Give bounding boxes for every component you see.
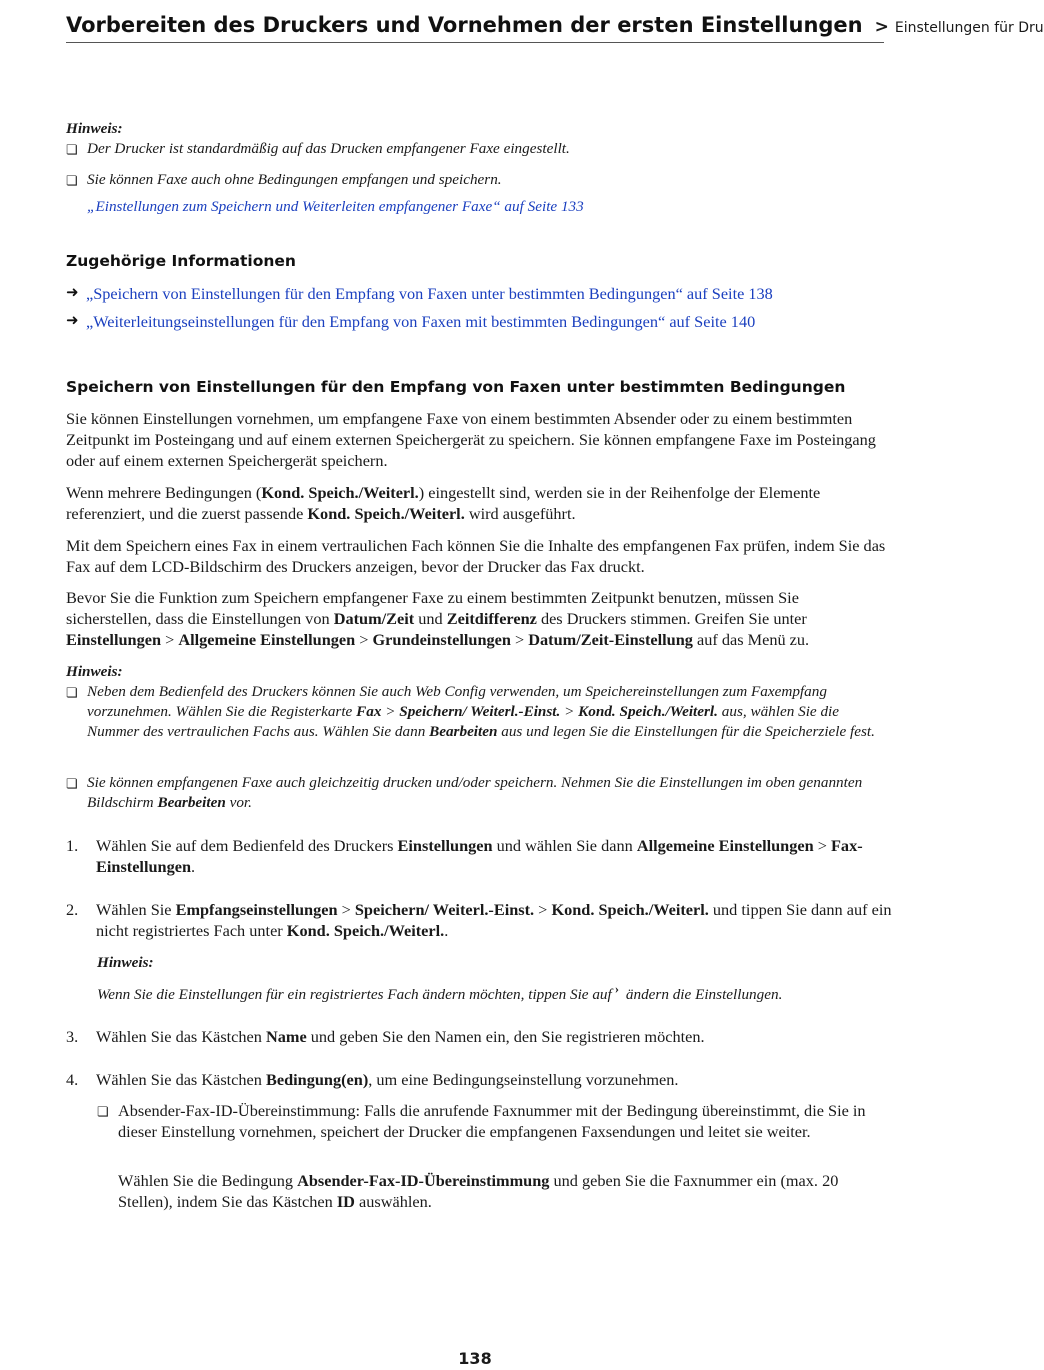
note-item: ❏ Neben dem Bedienfeld des Druckers können Sie auch Web Config verwenden, um Speichereinstellungen zum Faxempfang vorzunehmen. Wählen Sie die Registerkarte Fax > Speichern/ Weiterl.-Einst. > Kond. Speich./Weiterl. aus, wählen Sie die Nummer des vertraulichen Fachs aus. Wählen Sie dann Bearbeiten aus und legen Sie die Einstellungen für die Speicherziele fest. [66, 682, 887, 742]
step-3: 3. Wählen Sie das Kästchen Name und geben Sie den Namen ein, den Sie registrieren möchten. [66, 1027, 705, 1046]
step-1: 1. Wählen Sie auf dem Bedienfeld des Druckers Einstellungen und wählen Sie dann Allgemeine Einstellungen > Fax-Einstellungen. [66, 836, 863, 876]
step-hint-text: Wenn Sie die Einstellungen für ein registriertes Fach ändern möchten, tippen Sie auf › ändern die Einstellungen. [97, 981, 783, 1003]
related-link[interactable]: „Speichern von Einstellungen für den Empfang von Faxen unter bestimmten Bedingungen“ auf Seite 138 [86, 284, 773, 303]
sub-item-detail: Wählen Sie die Bedingung Absender-Fax-ID-Übereinstimmung und geben Sie die Faxnummer ein (max. 20 Stellen), indem Sie das Kästchen ID auswählen. [118, 1171, 839, 1211]
arrow-right-icon: ➜ [66, 313, 79, 329]
step-4: 4. Wählen Sie das Kästchen Bedingung(en), um eine Bedingungseinstellung vorzunehmen. [66, 1070, 679, 1089]
note-item: ❏ Der Drucker ist standardmäßig auf das Drucken empfangener Faxe eingestellt. [66, 139, 907, 159]
page-number: 138 [458, 1349, 492, 1368]
arrow-right-icon: ➜ [66, 285, 79, 301]
paragraph: Wenn mehrere Bedingungen (Kond. Speich./Weiterl.) eingestellt sind, werden sie in der Reihenfolge der Elemente referenziert, und die zuerst passende Kond. Speich./Weiterl. wird ausgeführt. [66, 483, 821, 523]
note-label: Hinweis: [66, 120, 123, 137]
page-header [66, 10, 1044, 43]
breadcrumb-separator: > [874, 17, 889, 37]
paragraph: Mit dem Speichern eines Fax in einem vertraulichen Fach können Sie die Inhalte des empfangenen Fax prüfen, indem Sie das Fax auf dem LCD-Bildschirm des Druckers anzeigen, bevor der Drucker das Fax druckt. [66, 536, 886, 576]
breadcrumb-section: Einstellungen für Dru [894, 20, 1044, 36]
related-link-row [66, 283, 906, 304]
step-2: 2. Wählen Sie Empfangseinstellungen > Speichern/ Weiterl.-Einst. > Kond. Speich./Weiterl. und tippen Sie dann auf ein nicht registriertes Fach unter Kond. Speich./Weiterl.. [66, 900, 892, 940]
note-item: ❏ Sie können Faxe auch ohne Bedingungen empfangen und speichern. [66, 170, 907, 190]
note-label: Hinweis: [66, 663, 123, 680]
step-hint-label: Hinweis: [97, 954, 154, 971]
note-item: ❏ Sie können empfangenen Faxe auch gleichzeitig drucken und/oder speichern. Nehmen Sie die Einstellungen im oben genannten Bildschirm Bearbeiten vor. [66, 773, 887, 813]
paragraph: Bevor Sie die Funktion zum Speichern empfangener Faxe zu einem bestimmten Zeitpunkt benutzen, müssen Sie sicherstellen, dass die Einstellungen von Datum/Zeit und Zeitdifferenz des Druckers stimmen. Greifen Sie unter Einstellungen > Allgemeine Einstellungen > Grundeinstellungen > Datum/Zeit-Einstellung auf das Menü zu. [66, 588, 810, 649]
chapter-title: Vorbereiten des Druckers und Vornehmen der ersten Einstellungen [66, 13, 863, 37]
related-link[interactable]: „Weiterleitungseinstellungen für den Empfang von Faxen mit bestimmten Bedingungen“ auf Seite 140 [86, 312, 756, 331]
related-link-row [66, 311, 906, 332]
note-link-storage-settings[interactable]: „Einstellungen zum Speichern und Weiterleiten empfangener Faxe“ auf Seite 133 [87, 198, 584, 215]
chevron-right-icon: › [614, 981, 620, 996]
paragraph: Sie können Einstellungen vornehmen, um empfangene Faxe von einem bestimmten Absender oder zu einem bestimmten Zeitpunkt im Posteingang und auf einem externen Speichergerät zu speichern. Sie können empfangene Faxe im Posteingang oder auf einem externen Speichergerät speichern. [66, 409, 876, 470]
section-heading: Speichern von Einstellungen für den Empfang von Faxen unter bestimmten Bedingungen [66, 378, 846, 396]
sub-item: ❏ Absender-Fax-ID-Übereinstimmung: Falls die anrufende Faxnummer mit der Bedingung übereinstimmt, die Sie in dieser Einstellung vornehmen, speichert der Drucker die empfangenen Faxsendungen und leitet sie weiter. [97, 1100, 898, 1142]
related-info-heading: Zugehörige Informationen [66, 252, 296, 270]
